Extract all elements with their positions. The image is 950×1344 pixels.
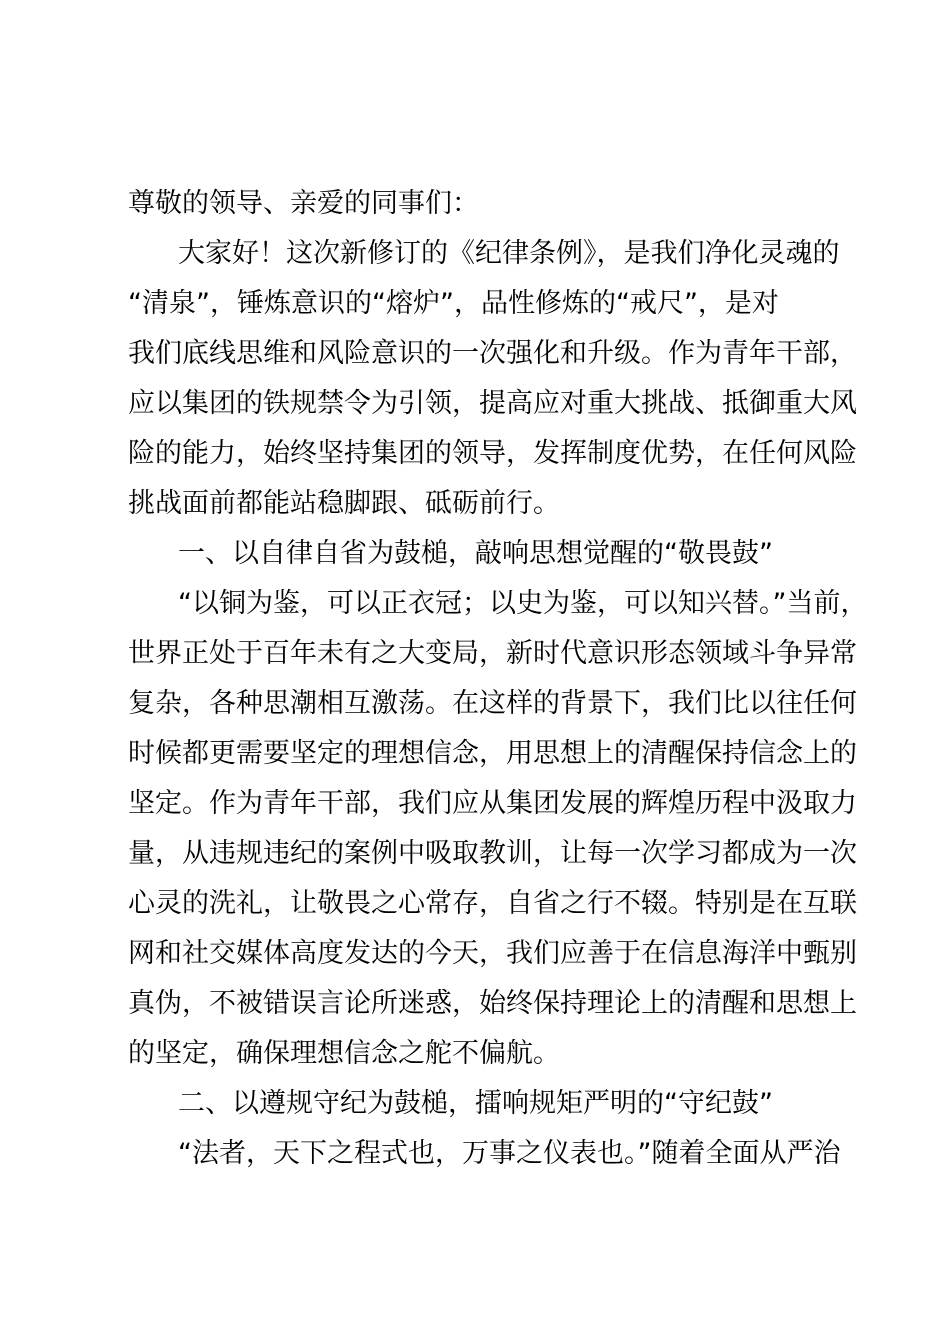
salutation: 尊敬的领导、亲爱的同事们：	[128, 188, 479, 219]
paragraph-line: 挑战面前都能站稳脚跟、砥砺前行。	[128, 488, 560, 519]
paragraph-line: 我们底线思维和风险意识的一次强化和升级。作为青年干部，	[128, 338, 857, 369]
paragraph-line: “以铜为鉴，可以正衣冠；以史为鉴，可以知兴替。”当前，	[178, 588, 868, 619]
paragraph-line: 心灵的洗礼，让敬畏之心常存，自省之行不辍。特别是在互联	[128, 888, 857, 919]
paragraph-line: 量，从违规违纪的案例中吸取教训，让每一次学习都成为一次	[128, 838, 857, 869]
paragraph-line: 复杂，各种思潮相互激荡。在这样的背景下，我们比以往任何	[128, 688, 857, 719]
section-heading-2: 二、以遵规守纪为鼓槌，擂响规矩严明的“守纪鼓”	[178, 1088, 773, 1119]
paragraph-line: 真伪，不被错误言论所迷惑，始终保持理论上的清醒和思想上	[128, 988, 857, 1019]
paragraph-line: 时候都更需要坚定的理想信念，用思想上的清醒保持信念上的	[128, 738, 857, 769]
paragraph-line: 大家好！这次新修订的《纪律条例》，是我们净化灵魂的	[178, 238, 840, 269]
paragraph-line: 网和社交媒体高度发达的今天，我们应善于在信息海洋中甄别	[128, 938, 857, 969]
paragraph-line: 世界正处于百年未有之大变局，新时代意识形态领域斗争异常	[128, 638, 857, 669]
paragraph-line: 坚定。作为青年干部，我们应从集团发展的辉煌历程中汲取力	[128, 788, 857, 819]
paragraph-line: 险的能力，始终坚持集团的领导，发挥制度优势，在任何风险	[128, 438, 857, 469]
paragraph-line: “清泉”，锤炼意识的“熔炉”，品性修炼的“戒尺”，是对	[128, 288, 779, 319]
section-heading-1: 一、以自律自省为鼓槌，敲响思想觉醒的“敬畏鼓”	[178, 538, 773, 569]
paragraph-line: “法者，天下之程式也，万事之仪表也。”随着全面从严治	[178, 1138, 841, 1169]
paragraph-line: 应以集团的铁规禁令为引领，提高应对重大挑战、抵御重大风	[128, 388, 857, 419]
paragraph-line: 的坚定，确保理想信念之舵不偏航。	[128, 1038, 560, 1069]
